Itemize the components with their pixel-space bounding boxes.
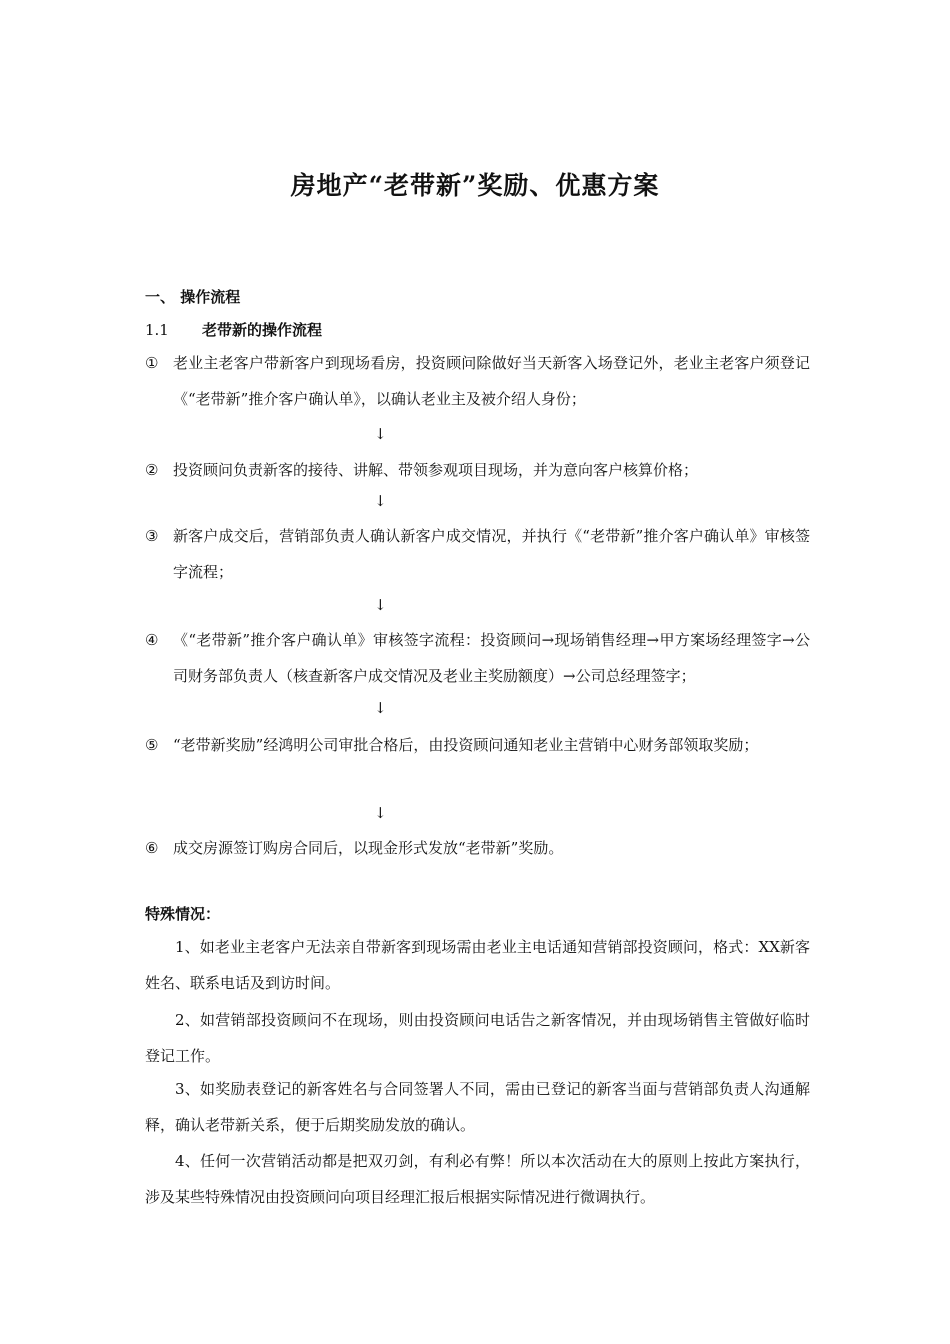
special-note-4: 4、任何一次营销活动都是把双刃剑，有利必有弊！所以本次活动在大的原则上按此方案执行，涉及某些特殊情况由投资顾问向项目经理汇报后根据实际情况进行微调执行。 bbox=[145, 1152, 810, 1206]
subsection-title: 老带新的操作流程 bbox=[202, 321, 323, 339]
flow-step-5 bbox=[145, 727, 810, 763]
special-note-3: 3、如奖励表登记的新客姓名与合同签署人不同，需由已登记的新客当面与营销部负责人沟通解释，确认老带新关系，便于后期奖励发放的确认。 bbox=[145, 1080, 810, 1134]
step-marker: ③ bbox=[145, 527, 159, 545]
step-text: 《“老带新”推介客户确认单》审核签字流程：投资顾问→现场销售经理→甲方案场经理签字→公司财务部负责人（核查新客户成交情况及老业主奖励额度）→公司总经理签字； bbox=[173, 631, 810, 685]
step-marker: ⑤ bbox=[145, 736, 159, 754]
special-note-2: 2、如营销部投资顾问不在现场，则由投资顾问电话告之新客情况，并由现场销售主管做好临时登记工作。 bbox=[145, 1011, 810, 1065]
step-marker: ④ bbox=[145, 631, 159, 649]
step-text: 投资顾问负责新客的接待、讲解、带领参观项目现场，并为意向客户核算价格； bbox=[173, 461, 699, 479]
flow-step-3 bbox=[145, 518, 810, 590]
down-arrow-icon: ↓ bbox=[374, 425, 387, 443]
flow-step-2 bbox=[145, 452, 810, 488]
step-text: 老业主老客户带新客户到现场看房，投资顾问除做好当天新客入场登记外，老业主老客户须登记《“老带新”推介客户确认单》，以确认老业主及被介绍人身份； bbox=[173, 354, 810, 408]
down-arrow-icon: ↓ bbox=[374, 699, 387, 717]
down-arrow-icon: ↓ bbox=[374, 492, 387, 510]
step-text: “老带新奖励”经鸿明公司审批合格后，由投资顾问通知老业主营销中心财务部领取奖励； bbox=[173, 736, 759, 754]
step-marker: ② bbox=[145, 461, 159, 479]
step-text: 成交房源签订购房合同后，以现金形式发放“老带新”奖励。 bbox=[173, 839, 564, 857]
subsection-number: 1.1 bbox=[145, 321, 169, 339]
flow-step-4 bbox=[145, 622, 810, 694]
down-arrow-icon: ↓ bbox=[374, 804, 387, 822]
section-heading-operation-flow: 一、 操作流程 bbox=[145, 288, 241, 306]
special-cases-heading: 特殊情况： bbox=[145, 905, 221, 923]
step-marker: ⑥ bbox=[145, 839, 159, 857]
flow-step-1 bbox=[145, 345, 810, 417]
subsection-heading bbox=[145, 319, 322, 340]
step-marker: ① bbox=[145, 354, 159, 372]
down-arrow-icon: ↓ bbox=[374, 596, 387, 614]
document-title: 房地产“老带新”奖励、优惠方案 bbox=[290, 171, 660, 200]
special-note-1: 1、如老业主老客户无法亲自带新客到现场需由老业主电话通知营销部投资顾问，格式：XX新客姓名、联系电话及到访时间。 bbox=[145, 938, 810, 992]
flow-step-6 bbox=[145, 830, 810, 866]
step-text: 新客户成交后，营销部负责人确认新客户成交情况，并执行《“老带新”推介客户确认单》审核签字流程； bbox=[173, 527, 810, 581]
